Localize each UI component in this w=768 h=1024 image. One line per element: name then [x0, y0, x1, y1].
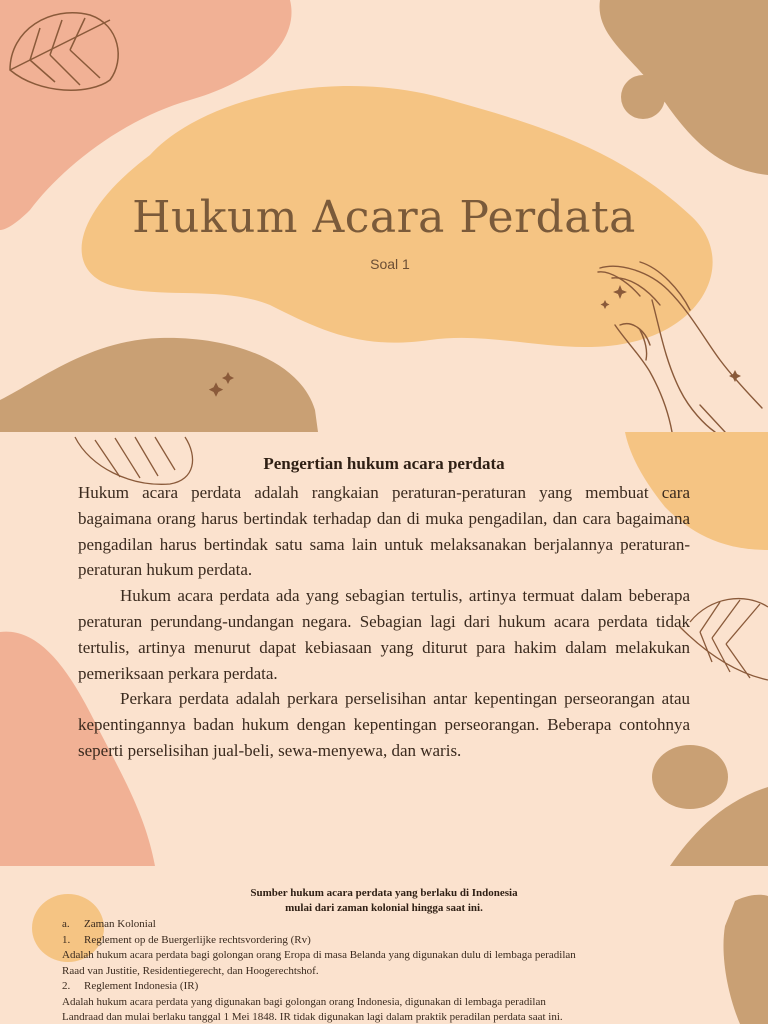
sources-list	[62, 917, 690, 1024]
sources-slide	[0, 866, 768, 1024]
list-item-description: Adalah hukum acara perdata bagi golongan orang Eropa di masa Belanda yang digunakan dulu di lembaga peradilan	[62, 949, 576, 961]
definition-slide	[0, 432, 768, 866]
list-item-text: Reglement op de Buergerlijke rechtsvordering (Rv)	[84, 933, 311, 946]
list-marker: a.	[62, 918, 70, 930]
paragraph: Hukum acara perdata adalah rangkaian peraturan-peraturan yang membuat cara bagaimana orang harus bertindak terhadap dan di muka pengadilan, dan cara bagaimana pengadilan harus bertindak satu sama lain untuk melaksanakan berjalannya peraturan-peraturan hukum perdata.	[78, 483, 690, 580]
list-item-description: Raad van Justitie, Residentiegerecht, dan Hoogerechtshof.	[62, 964, 319, 977]
section-heading: Pengertian hukum acara perdata	[263, 454, 505, 473]
sources-heading-line: Sumber hukum acara perdata yang berlaku di Indonesia	[250, 887, 518, 899]
sources-heading-line: mulai dari zaman kolonial hingga saat ini.	[285, 902, 483, 914]
leaf-outline-icon	[680, 599, 768, 680]
list-item-text: Zaman Kolonial	[84, 918, 156, 930]
list-item-text: Reglement Indonesia (IR)	[84, 980, 199, 992]
brown-blob-bottom-left	[0, 338, 318, 432]
brown-dot	[621, 75, 665, 119]
list-item-description: Adalah hukum acara perdata yang digunakan bagi golongan orang Indonesia, digunakan di lembaga peradilan	[62, 995, 546, 1008]
slide-subtitle: Soal 1	[370, 256, 410, 272]
list-marker: 1.	[62, 933, 71, 946]
paragraph: Hukum acara perdata ada yang sebagian tertulis, artinya termuat dalam beberapa peraturan perundang-undangan negara. Sebagian lagi dari hukum acara perdata tidak tertulis, artinya menurut dapat kebiasaan yang diturut para hakim dalam melakukan pemeriksaan perkara perdata.	[78, 586, 690, 683]
title-slide	[0, 0, 768, 432]
list-item	[62, 917, 690, 933]
list-item	[62, 979, 690, 995]
list-marker: 2.	[62, 980, 71, 992]
list-item	[62, 933, 690, 949]
sources-heading	[0, 886, 768, 916]
list-item-description: Landraad dan mulai berlaku tanggal 1 Mei 1848. IR tidak digunakan lagi dalam praktik peradilan perdata saat ini.	[62, 1011, 563, 1023]
paragraph: Perkara perdata adalah perkara perselisihan antar kepentingan perseorangan atau kepentingannya badan hukum dengan kepentingan perseorangan. Beberapa contohnya seperti perselisihan jual-beli, sewa-menyewa, dan waris.	[78, 689, 690, 760]
definition-body	[78, 480, 690, 764]
slide-title: Hukum Acara Perdata	[132, 192, 636, 243]
